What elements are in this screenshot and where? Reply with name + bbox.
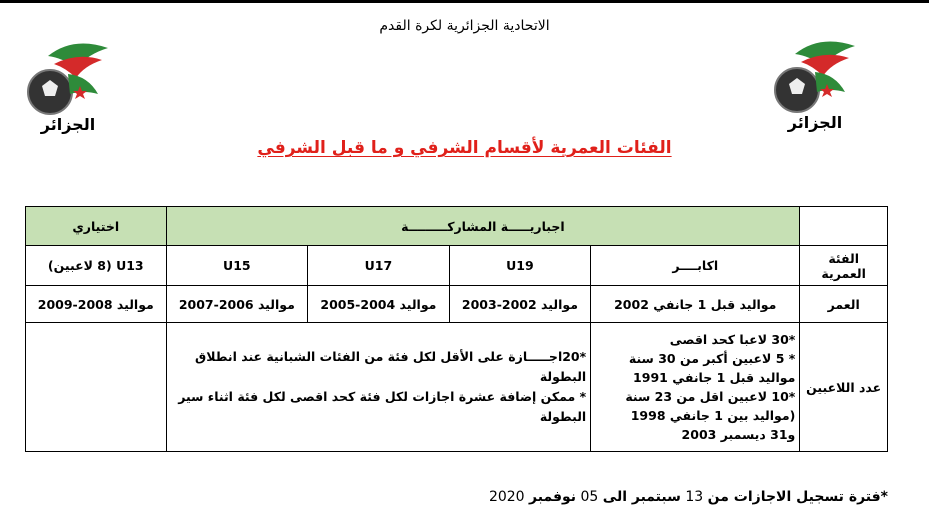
age-u17: مواليد 2004-2005	[308, 286, 450, 323]
page-title	[0, 138, 929, 158]
seniors-players-rules	[591, 323, 800, 452]
corner-cell	[800, 207, 888, 246]
top-border-line	[0, 0, 929, 3]
logo-caption: الجزائر	[40, 115, 96, 134]
faf-logo-left	[18, 34, 118, 134]
table-row	[26, 323, 888, 452]
footer-year: 2020	[488, 489, 525, 505]
mandatory-header: اجباريـــــة المشاركـــــــــة	[166, 207, 800, 246]
players-rule-line: و31 ديسمبر 2003	[681, 427, 796, 442]
footer-from-month: سبتمبر الى	[602, 489, 681, 505]
footer-from-day: 13	[685, 489, 704, 505]
age-categories-table	[25, 206, 888, 452]
optional-header: اختياري	[26, 207, 167, 246]
youth-license-rules	[166, 323, 591, 452]
row-label-category: الفئة العمرية	[800, 246, 888, 286]
youth-rule-line: * ممكن إضافة عشرة اجازات لكل فئة كحد اقصى لكل فئة اثناء سير البطولة	[178, 389, 587, 424]
age-u19: مواليد 2002-2003	[449, 286, 591, 323]
table-row	[26, 286, 888, 323]
players-rule-line: (مواليد بين 1 جانفي 1998	[630, 408, 796, 423]
players-rule-line: * 5 لاعبين أكبر من 30 سنة	[628, 351, 796, 366]
federation-name: الاتحادية الجزائرية لكرة القدم	[379, 18, 550, 34]
row-label-age: العمر	[800, 286, 888, 323]
table-row	[26, 246, 888, 286]
players-rule-line: *10 لاعبين اقل من 23 سنة	[625, 389, 796, 404]
players-rule-line: مواليد قبل 1 جانفي 1991	[633, 370, 796, 385]
youth-rule-line: *20اجـــــازة على الأقل لكل فئة من الفئات الشبانية عند انطلاق البطولة	[195, 349, 587, 384]
age-seniors: مواليد قبل 1 جانفي 2002	[591, 286, 800, 323]
optional-players-empty	[26, 323, 167, 452]
page-title-text: الفئات العمرية لأقسام الشرفي و ما قبل الشرفي	[257, 138, 672, 158]
footer-to-month: نوفمبر	[529, 489, 577, 505]
category-u19: U19	[449, 246, 591, 286]
category-seniors: اكابــــر	[591, 246, 800, 286]
registration-period-note	[0, 489, 888, 505]
players-rule-line: *30 لاعبا كحد اقصى	[669, 332, 796, 347]
footer-star: *	[880, 489, 888, 505]
category-u17: U17	[308, 246, 450, 286]
category-u15: U15	[166, 246, 308, 286]
footer-prefix: فترة تسجيل الاجازات من	[707, 489, 881, 505]
logo-caption: الجزائر	[787, 113, 843, 132]
footer-to-day: 05	[580, 489, 599, 505]
faf-logo-right	[765, 32, 865, 132]
table-row	[26, 207, 888, 246]
age-u13: مواليد 2008-2009	[26, 286, 167, 323]
age-u15: مواليد 2006-2007	[166, 286, 308, 323]
category-u13: U13 (8 لاعبين)	[26, 246, 167, 286]
row-label-players: عدد اللاعبين	[800, 323, 888, 452]
